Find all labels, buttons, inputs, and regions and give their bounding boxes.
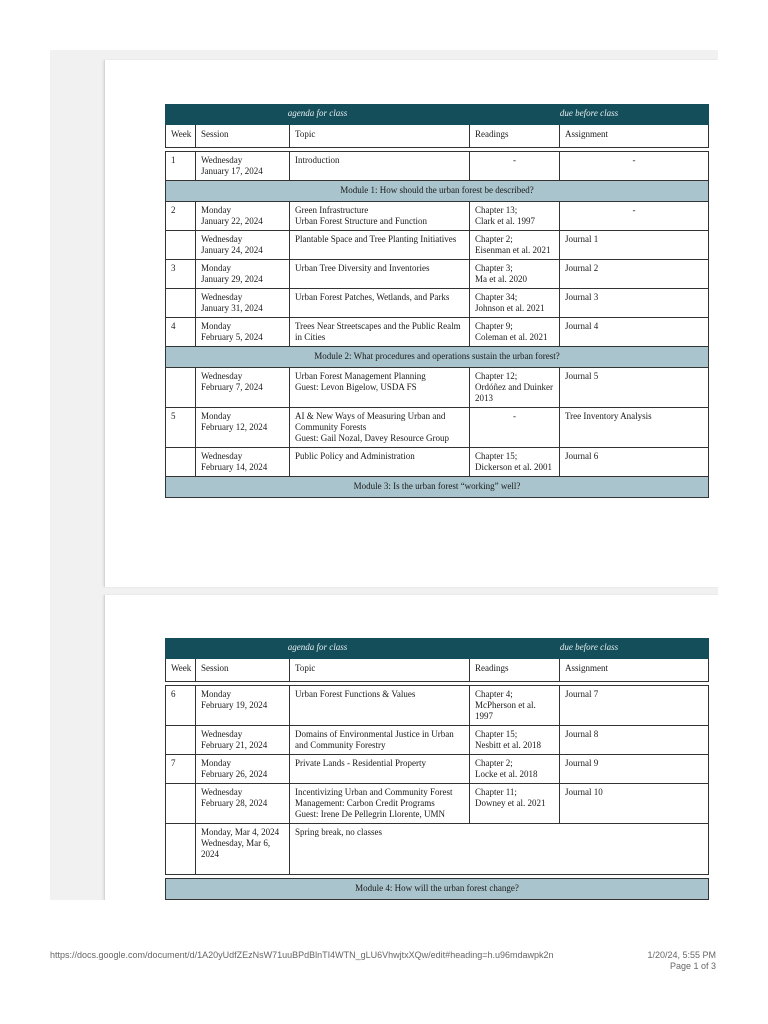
table-row [166, 726, 709, 755]
readings-cell: Chapter 3; Ma et al. 2020 [470, 260, 560, 289]
assignment-cell: Journal 1 [560, 231, 709, 260]
readings-cell: Chapter 15; Dickerson et al. 2001 [470, 448, 560, 477]
topic-cell: Urban Forest Functions & Values [290, 686, 470, 726]
week-cell: 7 [166, 755, 196, 784]
week-cell: 5 [166, 408, 196, 448]
assignment-cell: Journal 10 [560, 784, 709, 824]
module-heading: Module 2: What procedures and operations sustain the urban forest? [166, 347, 709, 368]
topic-cell: Trees Near Streetscapes and the Public Realm in Cities [290, 318, 470, 347]
session-cell: Wednesday February 28, 2024 [196, 784, 290, 824]
assignment-cell: Journal 6 [560, 448, 709, 477]
topic-cell: Incentivizing Urban and Community Forest Management: Carbon Credit Programs Guest: Irene De Pellegrin Llorente, UMN [290, 784, 470, 824]
assignment-cell: Journal 5 [560, 368, 709, 408]
week-cell [166, 448, 196, 477]
week-cell: 1 [166, 152, 196, 181]
session-cell: Wednesday February 7, 2024 [196, 368, 290, 408]
topic-cell: AI & New Ways of Measuring Urban and Community Forests Guest: Gail Nozal, Davey Resource Group [290, 408, 470, 448]
topic-cell: Public Policy and Administration [290, 448, 470, 477]
footer-meta [647, 950, 716, 972]
table-row [166, 408, 709, 448]
table-row [166, 448, 709, 477]
table-column-header: Week Session Topic Readings Assignment [166, 659, 709, 682]
footer-url: https://docs.google.com/document/d/1A20yUdfZEzNsW71uuBPdBlnTI4WTN_gLU6VhwjtxXQw/edit#heading=h.u96mdawpk2n [50, 950, 554, 960]
assignment-cell: Journal 9 [560, 755, 709, 784]
table-row [166, 368, 709, 408]
print-datetime: 1/20/24, 5:55 PM [647, 950, 716, 960]
table-row [166, 289, 709, 318]
page-number: Page 1 of 3 [669, 961, 716, 971]
topic-cell: Urban Tree Diversity and Inventories [290, 260, 470, 289]
schedule-table-page-2 [165, 638, 709, 900]
assignment-cell: - [560, 152, 709, 181]
readings-cell: Chapter 9; Coleman et al. 2021 [470, 318, 560, 347]
session-cell: Monday February 12, 2024 [196, 408, 290, 448]
assignment-cell: Journal 8 [560, 726, 709, 755]
topic-cell: Private Lands - Residential Property [290, 755, 470, 784]
readings-cell: Chapter 12; Ordóñez and Duinker 2013 [470, 368, 560, 408]
week-cell [166, 231, 196, 260]
table-band-header: agenda for class due before class [166, 105, 709, 125]
table-row [166, 231, 709, 260]
session-cell: Monday, Mar 4, 2024 Wednesday, Mar 6, 2024 [196, 824, 290, 875]
readings-cell: - [470, 152, 560, 181]
session-cell: Monday January 29, 2024 [196, 260, 290, 289]
week-cell: 6 [166, 686, 196, 726]
session-cell: Monday February 5, 2024 [196, 318, 290, 347]
table-row [166, 755, 709, 784]
readings-cell: Chapter 15; Nesbitt et al. 2018 [470, 726, 560, 755]
table-row [166, 202, 709, 231]
assignment-cell: Journal 3 [560, 289, 709, 318]
assignment-cell: Journal 4 [560, 318, 709, 347]
week-cell [166, 784, 196, 824]
readings-cell: Chapter 4; McPherson et al. 1997 [470, 686, 560, 726]
topic-cell: Domains of Environmental Justice in Urban and Community Forestry [290, 726, 470, 755]
session-cell: Wednesday January 24, 2024 [196, 231, 290, 260]
topic-cell: Spring break, no classes [290, 824, 709, 875]
session-cell: Monday February 26, 2024 [196, 755, 290, 784]
session-cell: Wednesday February 21, 2024 [196, 726, 290, 755]
week-cell [166, 368, 196, 408]
readings-cell: Chapter 13; Clark et al. 1997 [470, 202, 560, 231]
assignment-cell: Journal 7 [560, 686, 709, 726]
assignment-cell: Tree Inventory Analysis [560, 408, 709, 448]
topic-cell: Plantable Space and Tree Planting Initiatives [290, 231, 470, 260]
session-cell: Wednesday February 14, 2024 [196, 448, 290, 477]
assignment-cell: Journal 2 [560, 260, 709, 289]
module-heading: Module 3: Is the urban forest “working” well? [166, 477, 709, 498]
week-cell: 4 [166, 318, 196, 347]
topic-cell: Urban Forest Patches, Wetlands, and Parks [290, 289, 470, 318]
readings-cell: Chapter 2; Locke et al. 2018 [470, 755, 560, 784]
table-column-header: Week Session Topic Readings Assignment [166, 125, 709, 148]
topic-cell: Introduction [290, 152, 470, 181]
assignment-cell: - [560, 202, 709, 231]
readings-cell: Chapter 2; Eisenman et al. 2021 [470, 231, 560, 260]
table-row [166, 152, 709, 181]
week-cell [166, 726, 196, 755]
session-cell: Monday January 22, 2024 [196, 202, 290, 231]
table-band-header: agenda for class due before class [166, 639, 709, 659]
session-cell: Wednesday January 17, 2024 [196, 152, 290, 181]
topic-cell: Urban Forest Management Planning Guest: Levon Bigelow, USDA FS [290, 368, 470, 408]
table-row-spring-break [166, 824, 709, 875]
week-cell [166, 289, 196, 318]
table-row [166, 686, 709, 726]
readings-cell: - [470, 408, 560, 448]
topic-cell: Green Infrastructure Urban Forest Structure and Function [290, 202, 470, 231]
schedule-table-page-1 [165, 104, 709, 498]
table-row [166, 260, 709, 289]
module-heading: Module 4: How will the urban forest change? [166, 879, 709, 900]
week-cell: 2 [166, 202, 196, 231]
week-cell: 3 [166, 260, 196, 289]
document-page-2 [104, 595, 718, 900]
session-cell: Wednesday January 31, 2024 [196, 289, 290, 318]
session-cell: Monday February 19, 2024 [196, 686, 290, 726]
readings-cell: Chapter 34; Johnson et al. 2021 [470, 289, 560, 318]
module-heading: Module 1: How should the urban forest be described? [166, 181, 709, 202]
document-viewer[interactable] [50, 50, 718, 900]
document-page-1 [104, 60, 718, 587]
readings-cell: Chapter 11; Downey et al. 2021 [470, 784, 560, 824]
table-row [166, 318, 709, 347]
table-row [166, 784, 709, 824]
